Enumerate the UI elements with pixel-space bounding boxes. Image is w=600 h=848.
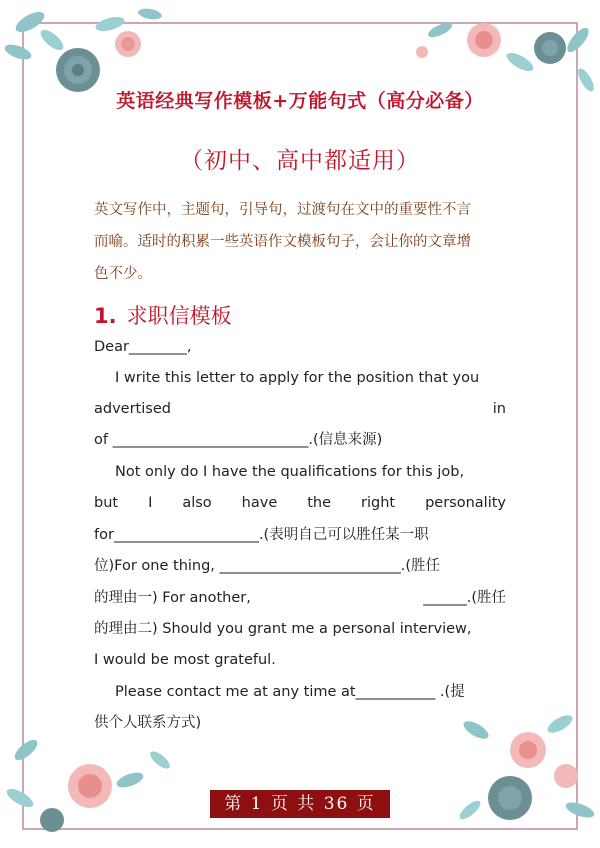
letter-line xyxy=(94,583,506,614)
section-heading xyxy=(94,300,232,330)
letter-line xyxy=(94,394,506,425)
letter-line: 供个人联系方式) xyxy=(94,715,202,731)
letter-line xyxy=(94,488,506,519)
letter-line: Please contact me at any time at___________ .(提 xyxy=(115,684,465,700)
section-number: 1. xyxy=(94,304,117,328)
intro-line: 色不少。 xyxy=(94,266,152,282)
section-title: 求职信模板 xyxy=(126,304,232,328)
letter-line: Not only do I have the qualifications for this job, xyxy=(115,464,465,480)
letter-word: the xyxy=(307,495,332,511)
letter-segment: ______.(胜任 xyxy=(423,590,506,606)
letter-line: I would be most grateful. xyxy=(94,652,276,668)
letter-line: I write this letter to apply for the position that you xyxy=(115,370,480,386)
letter-word: have xyxy=(241,495,278,511)
intro-paragraph xyxy=(94,194,514,290)
letter-word: advertised xyxy=(94,401,171,417)
intro-line: 而喻。适时的积累一些英语作文模板句子，会让你的文章增 xyxy=(94,234,471,250)
letter-line: for____________________.(表明自己可以胜任某一职 xyxy=(94,527,429,543)
letter-greeting: Dear________, xyxy=(94,339,192,355)
page-number-badge: 第 1 页 共 36 页 xyxy=(210,790,390,818)
letter-line: 的理由二) Should you grant me a personal interview, xyxy=(94,621,472,637)
letter-word: also xyxy=(182,495,212,511)
letter-word: right xyxy=(361,495,396,511)
document-title: 英语经典写作模板+万能句式（高分必备） xyxy=(116,90,484,112)
letter-segment: 的理由一) For another, xyxy=(94,590,251,606)
intro-line: 英文写作中，主题句，引导句，过渡句在文中的重要性不言 xyxy=(94,202,471,218)
letter-word: in xyxy=(492,401,506,417)
letter-word: personality xyxy=(425,495,506,511)
document-subtitle: （初中、高中都适用） xyxy=(180,148,420,174)
letter-line: of ___________________________.(信息来源) xyxy=(94,432,383,448)
letter-word: but xyxy=(94,495,119,511)
letter-line: 位)For one thing, _________________________.(胜任 xyxy=(94,558,441,574)
letter-word: I xyxy=(148,495,153,511)
floral-decoration-bottom-left xyxy=(0,720,200,848)
